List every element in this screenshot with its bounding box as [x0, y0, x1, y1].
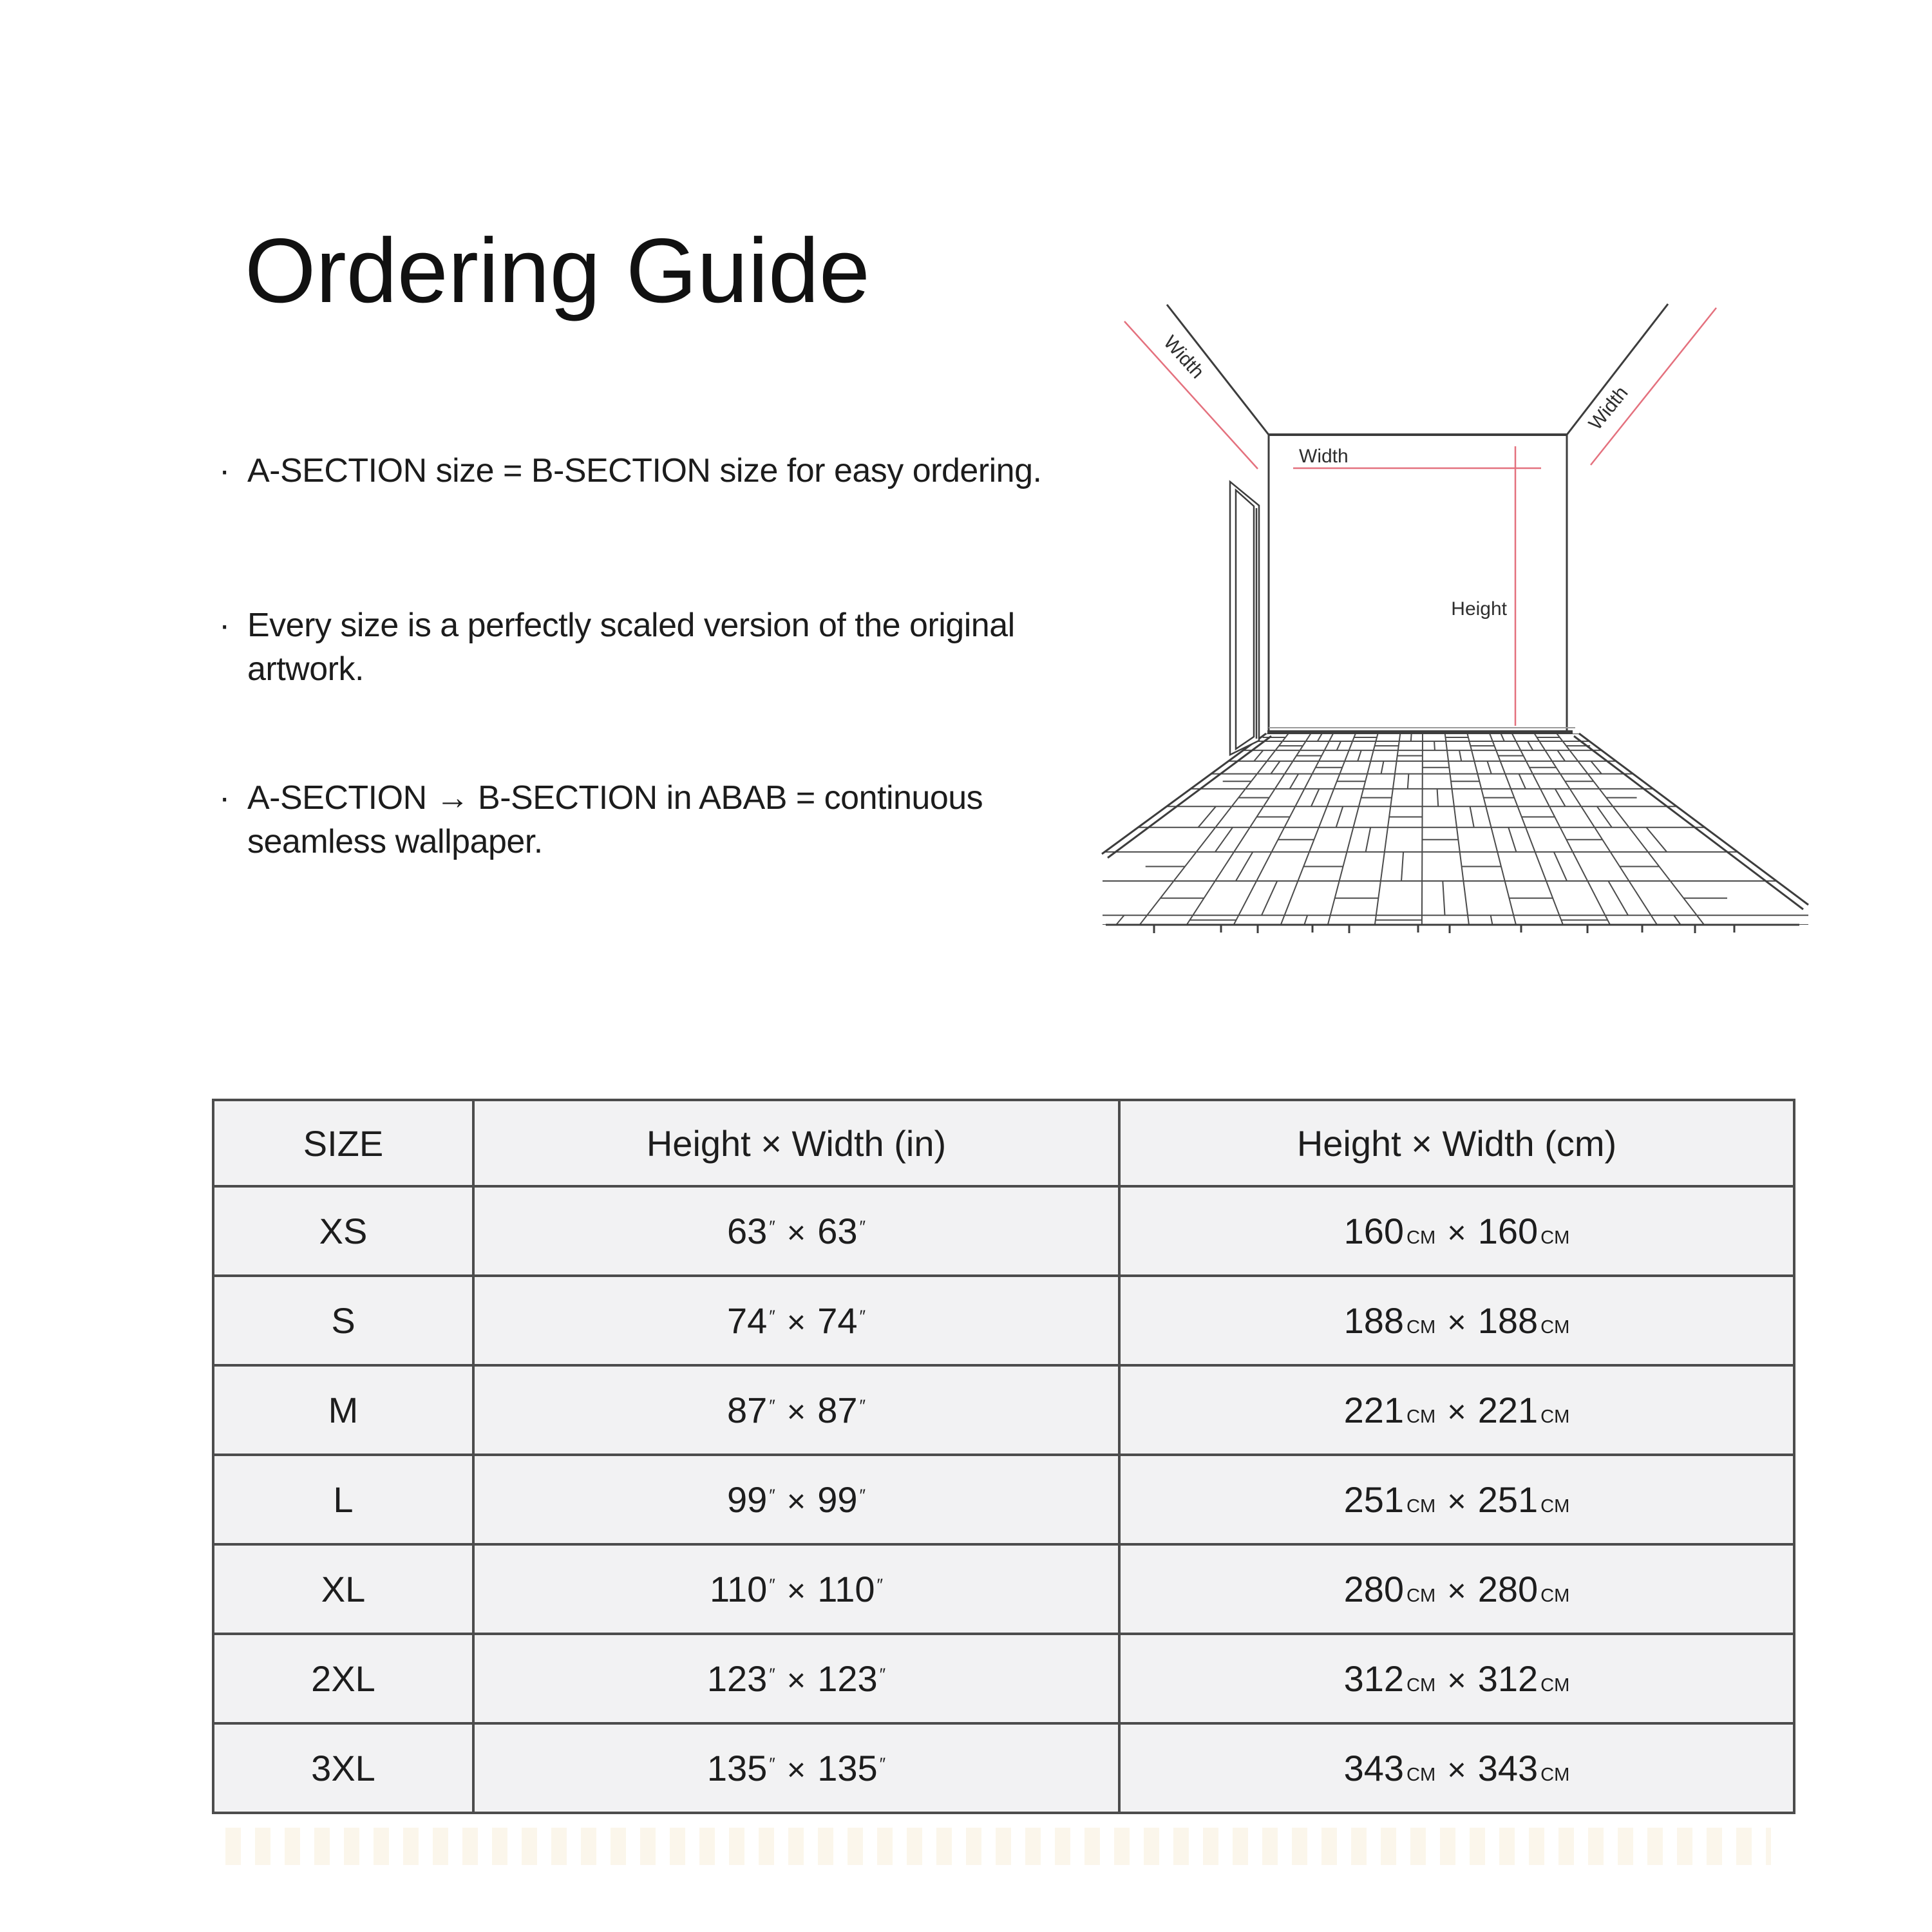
cm-width-value: 160: [1477, 1211, 1539, 1251]
times-sign: ×: [786, 1662, 806, 1698]
right-wall-width-label: Width: [1584, 382, 1633, 435]
table-row: [213, 1455, 1794, 1544]
cm-cell: [1119, 1276, 1794, 1365]
room-perspective-diagram: [1088, 283, 1810, 947]
inch-width-value: 74: [817, 1300, 858, 1341]
table-row: [213, 1723, 1794, 1813]
times-sign: ×: [1447, 1303, 1466, 1340]
inch-width-value: 135: [817, 1748, 878, 1788]
size-cell: [213, 1365, 473, 1455]
size-label: L: [333, 1479, 354, 1520]
inches-cell: [473, 1723, 1119, 1813]
inch-width-value: 123: [817, 1658, 878, 1699]
watermark-stripe: [225, 1828, 1771, 1865]
times-sign: ×: [786, 1393, 806, 1430]
door: [1230, 482, 1259, 755]
inch-mark: ″: [859, 1307, 866, 1327]
size-label: S: [331, 1300, 355, 1341]
inch-mark: ″: [879, 1754, 886, 1774]
inch-mark: ″: [879, 1665, 886, 1685]
floor-grid: [1103, 734, 1808, 925]
inches-cell: [473, 1455, 1119, 1544]
note-text: A-SECTION size = B-SECTION size for easy ordering.: [247, 452, 1042, 489]
inch-mark: ″: [769, 1307, 775, 1327]
note-easy-ordering: [219, 450, 1121, 493]
inch-height-value: 123: [706, 1658, 768, 1699]
cm-width-value: 251: [1477, 1479, 1539, 1520]
inch-mark: ″: [769, 1486, 775, 1506]
inch-height-value: 99: [726, 1479, 768, 1520]
size-column-header: SIZE: [213, 1100, 473, 1186]
inch-width-value: 110: [817, 1569, 875, 1609]
cm-column-header: Height × Width (cm): [1119, 1100, 1794, 1186]
table-row: [213, 1276, 1794, 1365]
measurement-lines: [1124, 308, 1716, 726]
inch-height-value: 110: [709, 1569, 768, 1609]
inches-column-header: Height × Width (in): [473, 1100, 1119, 1186]
cm-unit: CM: [1406, 1496, 1436, 1517]
cm-unit: CM: [1540, 1496, 1570, 1517]
cm-width-value: 221: [1477, 1390, 1539, 1430]
bullet-marker: ·: [219, 607, 230, 644]
cm-cell: [1119, 1723, 1794, 1813]
inch-width-value: 87: [817, 1390, 858, 1430]
inch-mark: ″: [876, 1575, 884, 1595]
inches-cell: [473, 1544, 1119, 1634]
cm-unit: CM: [1540, 1765, 1570, 1785]
times-sign: ×: [1447, 1482, 1466, 1519]
cm-height-value: 251: [1343, 1479, 1404, 1520]
cm-height-value: 343: [1343, 1748, 1404, 1788]
times-sign: ×: [786, 1214, 806, 1251]
cm-height-value: 312: [1343, 1658, 1404, 1699]
note-seamless-wallpaper: [219, 777, 1121, 864]
cm-unit: CM: [1540, 1317, 1570, 1338]
back-wall-width-label: Width: [1299, 446, 1349, 467]
cm-width-value: 188: [1477, 1300, 1539, 1341]
times-sign: ×: [1447, 1393, 1466, 1430]
note-scaled-artwork: [219, 604, 1121, 691]
inch-mark: ″: [769, 1754, 775, 1774]
note-text: A-SECTION → B-SECTION in ABAB = continuous seamless wallpaper.: [247, 779, 983, 860]
times-sign: ×: [1447, 1662, 1466, 1698]
times-sign: ×: [786, 1572, 806, 1609]
page-title: Ordering Guide: [245, 220, 870, 322]
inch-mark: ″: [769, 1575, 775, 1595]
inch-width-value: 99: [817, 1479, 858, 1520]
inch-mark: ″: [859, 1396, 866, 1416]
cm-unit: CM: [1406, 1406, 1436, 1427]
times-sign: ×: [1447, 1214, 1466, 1251]
cm-unit: CM: [1406, 1765, 1436, 1785]
cm-height-value: 280: [1343, 1569, 1404, 1609]
inch-mark: ″: [769, 1217, 775, 1237]
cm-unit: CM: [1540, 1227, 1570, 1248]
inches-cell: [473, 1365, 1119, 1455]
cm-unit: CM: [1406, 1586, 1436, 1606]
room-diagram-svg: [1088, 283, 1810, 947]
table-row: [213, 1365, 1794, 1455]
cm-unit: CM: [1406, 1227, 1436, 1248]
note-text: Every size is a perfectly scaled version of the original artwork.: [247, 607, 1015, 688]
right-wall-width-line: [1591, 308, 1716, 465]
size-label: M: [328, 1390, 359, 1430]
size-cell: [213, 1276, 473, 1365]
cm-width-value: 312: [1477, 1658, 1539, 1699]
inches-cell: [473, 1186, 1119, 1276]
inch-height-value: 135: [706, 1748, 768, 1788]
inches-cell: [473, 1634, 1119, 1723]
size-table-header: [213, 1100, 1794, 1186]
size-table: [212, 1099, 1795, 1814]
inch-mark: ″: [859, 1486, 866, 1506]
cm-height-value: 188: [1343, 1300, 1404, 1341]
cm-unit: CM: [1406, 1317, 1436, 1338]
header-row: [213, 1100, 1794, 1186]
cm-cell: [1119, 1186, 1794, 1276]
cm-cell: [1119, 1634, 1794, 1723]
size-label: XS: [319, 1211, 368, 1251]
size-cell: [213, 1723, 473, 1813]
cm-unit: CM: [1540, 1586, 1570, 1606]
cm-unit: CM: [1406, 1675, 1436, 1696]
cm-width-value: 343: [1477, 1748, 1539, 1788]
inch-mark: ″: [769, 1665, 775, 1685]
size-label: 3XL: [311, 1748, 375, 1788]
cm-width-value: 280: [1477, 1569, 1539, 1609]
floor-border-lines: [1102, 734, 1808, 933]
size-cell: [213, 1634, 473, 1723]
table-row: [213, 1634, 1794, 1723]
inch-height-value: 74: [726, 1300, 768, 1341]
cm-height-value: 160: [1343, 1211, 1404, 1251]
cm-unit: CM: [1540, 1675, 1570, 1696]
cm-cell: [1119, 1544, 1794, 1634]
times-sign: ×: [786, 1751, 806, 1788]
table-row: [213, 1186, 1794, 1276]
times-sign: ×: [1447, 1572, 1466, 1609]
inch-height-value: 63: [726, 1211, 768, 1251]
inch-mark: ″: [769, 1396, 775, 1416]
size-cell: [213, 1544, 473, 1634]
times-sign: ×: [786, 1482, 806, 1519]
cm-cell: [1119, 1365, 1794, 1455]
times-sign: ×: [1447, 1751, 1466, 1788]
inches-cell: [473, 1276, 1119, 1365]
cm-unit: CM: [1540, 1406, 1570, 1427]
cm-cell: [1119, 1455, 1794, 1544]
inch-mark: ″: [859, 1217, 866, 1237]
cm-height-value: 221: [1343, 1390, 1404, 1430]
size-label: XL: [321, 1569, 366, 1609]
inch-width-value: 63: [817, 1211, 858, 1251]
times-sign: ×: [786, 1303, 806, 1340]
size-label: 2XL: [311, 1658, 375, 1699]
size-table-body: [213, 1186, 1794, 1813]
wall-height-label: Height: [1451, 598, 1507, 620]
bullet-marker: ·: [219, 779, 230, 817]
size-cell: [213, 1186, 473, 1276]
size-cell: [213, 1455, 473, 1544]
left-wall-width-label: Width: [1159, 332, 1208, 383]
bullet-marker: ·: [219, 452, 230, 489]
table-row: [213, 1544, 1794, 1634]
inch-height-value: 87: [726, 1390, 768, 1430]
